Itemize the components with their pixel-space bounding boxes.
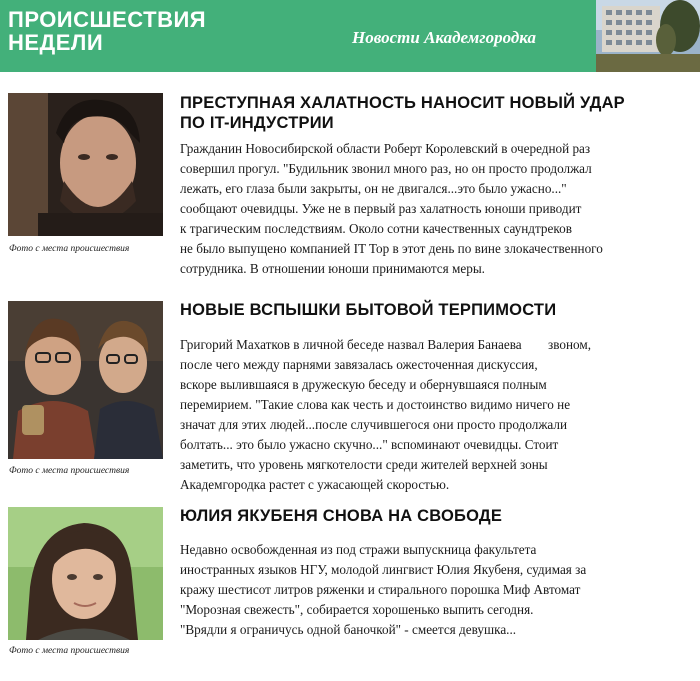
body-line: значат для этих людей...после случившегося они просто продолжали xyxy=(180,417,568,432)
body-line: Академгородка растет с ужасающей скоростью. xyxy=(180,477,450,492)
body-line: "Морозная свежесть", собирается хорошенько выпить сегодня. xyxy=(180,602,534,617)
article-body xyxy=(180,139,695,279)
body-line: кражу шестисот литров ряженки и стирального порошка Миф Автомат xyxy=(180,582,581,597)
headline-line: ПО IT-ИНДУСТРИИ xyxy=(180,114,334,132)
photo-caption: Фото с места происшествия xyxy=(9,646,130,656)
body-line: после чего между парнями завязалась ожесточенная дискуссия, xyxy=(180,357,538,372)
body-line: Григорий Махатков в личной беседе назвал Валерия Банаева звоном, xyxy=(180,337,592,352)
body-line: сообщают очевидцы. Уже не в первый раз халатность юноши приводит xyxy=(180,201,582,216)
body-line: к трагическим последствиям. Около сотни качественных саундтреков xyxy=(180,221,572,236)
headline-line: ЮЛИЯ ЯКУБЕНЯ СНОВА НА СВОБОДЕ xyxy=(180,507,503,525)
page-title xyxy=(8,8,268,54)
article-photo xyxy=(8,507,163,640)
body-line: болтать... это было ужасно скучно..." вспоминают очевидцы. Стоит xyxy=(180,437,559,452)
page-title-line: ПРОИСШЕСТВИЯ xyxy=(8,7,207,32)
article-photo xyxy=(8,93,163,236)
body-line: лежать, его глаза были закрыты, он не двигался...это было ужасно..." xyxy=(180,181,567,196)
body-line: иностранных языков НГУ, молодой лингвист Юлия Якубеня, судимая за xyxy=(180,562,587,577)
body-line: заметить, что уровень мягкотелости среди жителей верхней зоны xyxy=(180,457,548,472)
header-banner xyxy=(0,0,700,72)
body-line: перемирием. "Такие слова как честь и достоинство видимо ничего не xyxy=(180,397,571,412)
page-subtitle: Новости Академгородка xyxy=(352,28,536,47)
body-line: "Врядли я ограничусь одной баночкой" - смеется девушка... xyxy=(180,622,517,637)
body-line: совершил прогул. "Будильник звонил много раз, но он просто продолжал xyxy=(180,161,592,176)
header-building-photo xyxy=(596,0,700,72)
body-line: вскоре вылившаяся в дружескую беседу и обернувшаяся полным xyxy=(180,377,547,392)
headline-line: НОВЫЕ ВСПЫШКИ БЫТОВОЙ ТЕРПИМОСТИ xyxy=(180,301,557,319)
body-line: не было выпущено компанией IT Top в этот день по вине злокачественного xyxy=(180,241,603,256)
page-title-line: НЕДЕЛИ xyxy=(8,30,104,55)
photo-caption: Фото с места происшествия xyxy=(9,244,130,254)
body-line: Гражданин Новосибирской области Роберт Королевский в очередной раз xyxy=(180,141,591,156)
article-body xyxy=(180,540,695,640)
article-headline xyxy=(180,93,690,133)
body-line: Недавно освобожденная из под стражи выпускница факультета xyxy=(180,542,537,557)
article-headline xyxy=(180,300,690,320)
article-photo xyxy=(8,301,163,459)
photo-caption: Фото с места происшествия xyxy=(9,466,130,476)
article-headline xyxy=(180,506,690,526)
article-body xyxy=(180,335,695,495)
body-line: сотрудника. В отношении юноши принимаются меры. xyxy=(180,261,485,276)
headline-line: ПРЕСТУПНАЯ ХАЛАТНОСТЬ НАНОСИТ НОВЫЙ УДАР xyxy=(180,94,625,112)
